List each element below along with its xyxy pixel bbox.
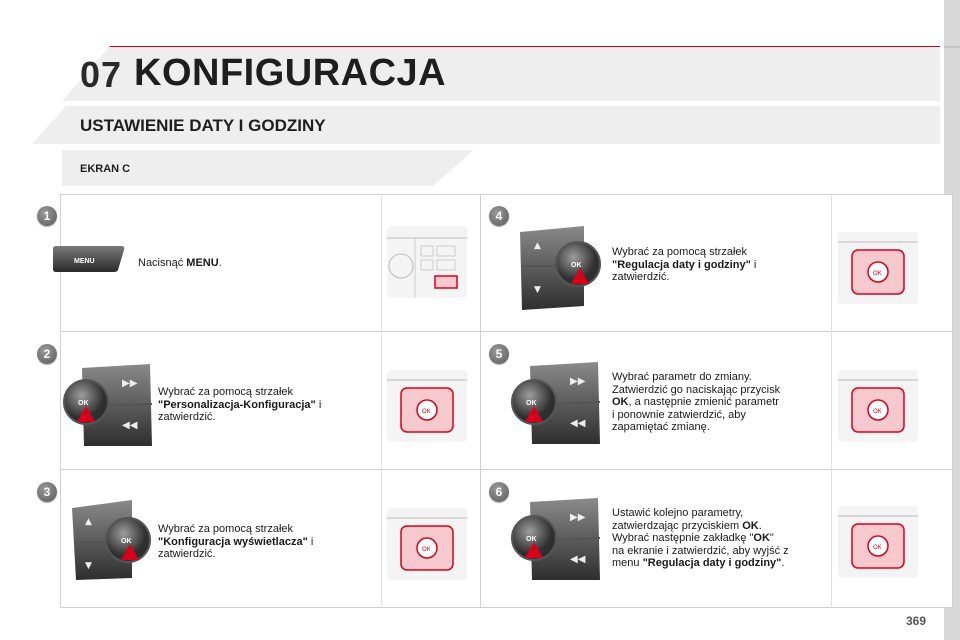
step-number-badge: 2	[37, 344, 57, 364]
step-instruction	[158, 386, 378, 424]
ok-knob-label: OK	[526, 536, 537, 543]
step-number-badge: 3	[37, 482, 57, 502]
instruction-text: Wybrać za pomocą strzałek	[158, 523, 294, 535]
instruction-text: Wybrać za pomocą strzałek	[158, 386, 294, 398]
step-instruction	[612, 371, 827, 434]
instruction-text: Nacisnąć	[138, 257, 187, 269]
svg-text:▼: ▼	[534, 285, 541, 295]
ok-knob-skip-icon	[510, 496, 604, 590]
instruction-text: i ponownie zatwierdzić, aby	[612, 408, 746, 421]
ok-knob-skip-icon	[510, 360, 604, 454]
instruction-text: zatwierdzając przyciskiem	[612, 519, 743, 532]
ok-knob-label: OK	[121, 538, 132, 545]
instruction-emphasis: OK	[753, 532, 770, 544]
instruction-text: zatwierdzić.	[158, 548, 216, 560]
thumb-ok-label: OK	[873, 271, 882, 277]
instruction-text: .	[781, 557, 785, 569]
step-instruction	[158, 523, 378, 561]
skip-highlight-thumbnail-icon	[838, 506, 918, 578]
svg-text:▼: ▼	[85, 561, 92, 571]
ok-knob-label: OK	[78, 400, 89, 407]
svg-text:▲: ▲	[534, 241, 541, 251]
instruction-emphasis: OK	[612, 396, 629, 408]
step-number-badge: 6	[489, 482, 509, 502]
instruction-text: Ustawić kolejno parametry,	[612, 507, 744, 519]
radio-panel-thumbnail	[838, 370, 918, 442]
instruction-text: , a następnie zmienić parametr	[628, 396, 779, 408]
instruction-text: Wybrać następnie zakładkę "	[612, 532, 754, 544]
step-instruction	[138, 257, 368, 270]
menu-highlight-thumbnail-icon	[387, 226, 467, 298]
step-instruction	[612, 507, 827, 570]
svg-text:◀◀: ◀◀	[122, 420, 138, 431]
instruction-emphasis: "Konfiguracja wyświetlacza"	[158, 535, 308, 548]
thumb-ok-label: OK	[873, 409, 882, 415]
instruction-text: Wybrać za pomocą strzałek	[612, 246, 748, 258]
svg-text:▲: ▲	[85, 517, 92, 527]
menu-key-icon	[52, 244, 126, 274]
instruction-text: zapamiętać zmianę.	[612, 421, 710, 433]
instruction-text: Wybrać parametr do zmiany.	[612, 371, 752, 383]
ok-knob-label: OK	[526, 400, 537, 407]
thumb-ok-label: OK	[422, 547, 431, 553]
radio-panel-thumbnail	[838, 506, 918, 578]
ok-knob-updown-icon	[70, 498, 156, 584]
svg-text:▶▶: ▶▶	[122, 378, 138, 389]
section-title: USTAWIENIE DATY I GODZINY	[80, 116, 326, 135]
updown-highlight-thumbnail-icon	[387, 508, 467, 580]
step-number-badge: 4	[489, 206, 509, 226]
svg-text:◀◀: ◀◀	[570, 418, 586, 429]
instruction-emphasis: OK	[742, 519, 759, 532]
svg-text:▶▶: ▶▶	[570, 512, 586, 523]
screen-label: EKRAN C	[80, 163, 131, 175]
radio-panel-thumbnail	[387, 226, 467, 298]
instruction-text: Zatwierdzić go naciskając przycisk	[612, 383, 781, 396]
skip-highlight-thumbnail-icon	[387, 370, 467, 442]
instruction-text: na ekranie i zatwierdzić, aby wyjść z	[612, 544, 789, 557]
instruction-text: "	[769, 532, 774, 544]
instruction-text: .	[218, 257, 222, 269]
thumb-divider	[831, 194, 832, 608]
chapter-number: 07	[80, 54, 123, 95]
radio-panel-thumbnail	[838, 232, 918, 304]
instruction-text: zatwierdzić.	[612, 271, 670, 283]
instruction-text: .	[758, 519, 762, 532]
page-number: 369	[906, 614, 927, 628]
chapter-title: KONFIGURACJA	[134, 52, 447, 94]
instruction-text: menu	[612, 557, 643, 569]
thumb-ok-label: OK	[422, 409, 431, 415]
ok-knob-skip-icon	[62, 362, 156, 456]
svg-text:◀◀: ◀◀	[570, 554, 586, 565]
skip-highlight-thumbnail-icon	[838, 370, 918, 442]
step-number-badge: 1	[37, 206, 57, 226]
instruction-text: i	[750, 258, 757, 271]
thumb-ok-label: OK	[873, 545, 882, 551]
instruction-emphasis: MENU	[186, 257, 219, 269]
menu-key-label: MENU	[74, 258, 95, 265]
svg-text:▶▶: ▶▶	[570, 376, 586, 387]
instruction-emphasis: "Personalizacja-Konfiguracja"	[158, 398, 316, 411]
instruction-emphasis: "Regulacja daty i godziny"	[612, 258, 751, 271]
instruction-text: zatwierdzić.	[158, 411, 216, 423]
step-instruction	[612, 246, 827, 284]
instruction-emphasis: "Regulacja daty i godziny"	[642, 557, 782, 569]
thumb-divider	[381, 194, 382, 608]
ok-knob-label: OK	[571, 262, 582, 269]
updown-highlight-thumbnail-icon	[838, 232, 918, 304]
step-number-badge: 5	[489, 344, 509, 364]
instruction-text: i	[315, 398, 322, 411]
radio-panel-thumbnail	[387, 370, 467, 442]
ok-knob-updown-icon	[518, 224, 608, 312]
radio-panel-thumbnail	[387, 508, 467, 580]
instruction-text: i	[307, 535, 314, 548]
